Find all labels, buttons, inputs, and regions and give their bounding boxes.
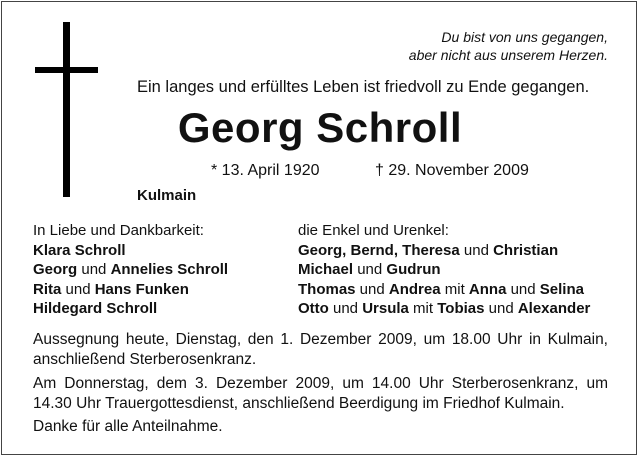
connector-text: mit <box>440 280 469 298</box>
connector-text: und <box>77 261 111 278</box>
mourner-name: Hildegard Schroll <box>33 300 158 317</box>
mourner-line <box>33 241 228 261</box>
mourner-name: Annelies Schroll <box>110 261 229 278</box>
mourner-line <box>298 260 590 280</box>
mourner-name: Hans Funken <box>94 280 189 298</box>
mourner-name: Christian <box>493 241 559 259</box>
grandchildren-heading: die Enkel und Urenkel: <box>298 222 449 239</box>
mourner-line <box>298 280 590 300</box>
thanks-notice: Danke für alle Anteilnahme. <box>33 418 223 435</box>
death-date: † 29. November 2009 <box>375 162 529 179</box>
mourner-line <box>33 299 228 319</box>
mourner-name: Michael <box>298 261 354 278</box>
service-notice: Aussegnung heute, Dienstag, den 1. Dezember 2009, um 18.00 Uhr in Kulmain, anschließend Sterberosenkranz. <box>33 331 608 368</box>
deceased-name: Georg Schroll <box>177 104 463 151</box>
mourner-name: Klara Schroll <box>33 241 126 259</box>
connector-text: und <box>459 241 494 259</box>
mourner-name: Georg <box>33 261 78 278</box>
mourner-name: Gudrun <box>386 261 441 278</box>
connector-text: und <box>353 261 387 278</box>
mourner-line <box>298 241 590 261</box>
motto <box>409 28 608 64</box>
connector-text: und <box>328 300 363 317</box>
connector-text: und <box>484 300 518 317</box>
mourners-grandchildren <box>298 221 590 319</box>
cross-horizontal-beam <box>35 67 98 73</box>
mourner-name: Georg, Bernd, Theresa <box>298 241 460 259</box>
connector-text: und <box>61 280 95 298</box>
funeral-notice: Am Donnerstag, dem 3. Dezember 2009, um 14.00 Uhr Sterberosenkranz, um 14.30 Uhr Trauergottesdienst, anschließend Beerdigung im Friedhof Kulmain. <box>33 375 608 412</box>
mourner-name: Selina <box>539 280 584 298</box>
connector-text: mit <box>408 300 438 317</box>
mourners-family <box>33 221 228 319</box>
connector-text: und <box>506 280 540 298</box>
mourner-name: Rita <box>33 280 62 298</box>
mourner-name: Anna <box>468 280 507 298</box>
mourner-name: Otto <box>298 300 329 317</box>
mourner-line <box>298 299 590 319</box>
mourners-heading: In Liebe und Dankbarkeit: <box>33 222 204 239</box>
connector-text: und <box>355 280 389 298</box>
mourner-name: Andrea <box>388 280 441 298</box>
mourner-name: Alexander <box>517 300 591 317</box>
motto-line: aber nicht aus unserem Herzen. <box>408 47 608 63</box>
mourner-name: Tobias <box>437 300 485 317</box>
mourner-line <box>33 280 228 300</box>
mourner-line <box>33 260 228 280</box>
birth-date: * 13. April 1920 <box>211 162 320 179</box>
motto-line: Du bist von uns gegangen, <box>441 29 608 45</box>
mourner-name: Thomas <box>298 280 356 298</box>
mourner-name: Ursula <box>362 300 409 317</box>
place: Kulmain <box>137 187 197 204</box>
intro-text: Ein langes und erfülltes Leben ist friedvoll zu Ende gegangen. <box>137 78 590 96</box>
